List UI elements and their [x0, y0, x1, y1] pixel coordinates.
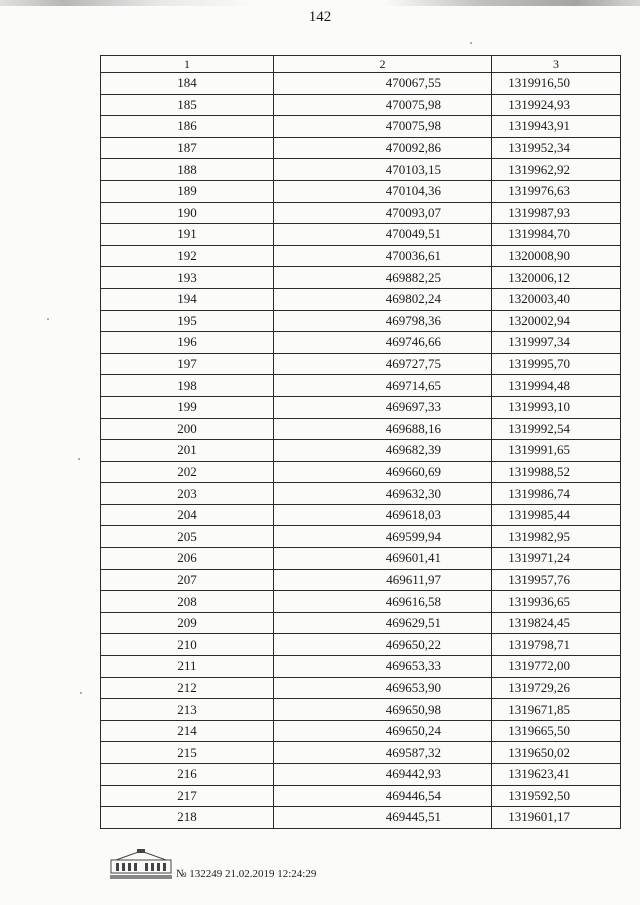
table-cell-col-1: 201 — [101, 440, 274, 462]
document-id: № 132249 21.02.2019 12:24:29 — [176, 868, 317, 880]
scan-speck — [47, 318, 49, 320]
table-cell-col-1: 208 — [101, 591, 274, 613]
table-cell-col-3: 1319997,34 — [492, 332, 621, 354]
table-cell-col-3: 1319601,17 — [492, 807, 621, 829]
table-cell-col-2: 470075,98 — [274, 116, 492, 138]
building-stamp-icon — [110, 848, 172, 874]
table-cell-col-2: 469629,51 — [274, 612, 492, 634]
table-cell-col-3: 1320006,12 — [492, 267, 621, 289]
table-cell-col-2: 469442,93 — [274, 764, 492, 786]
table-row — [101, 677, 621, 699]
table-cell-col-1: 187 — [101, 137, 274, 159]
table-cell-col-3: 1319957,76 — [492, 569, 621, 591]
table-cell-col-2: 470103,15 — [274, 159, 492, 181]
table-cell-col-1: 188 — [101, 159, 274, 181]
table-cell-col-2: 469714,65 — [274, 375, 492, 397]
table-cell-col-2: 469802,24 — [274, 288, 492, 310]
table-cell-col-1: 189 — [101, 180, 274, 202]
table-cell-col-2: 469882,25 — [274, 267, 492, 289]
table-row — [101, 807, 621, 829]
table-cell-col-1: 190 — [101, 202, 274, 224]
table-cell-col-1: 203 — [101, 483, 274, 505]
table-cell-col-3: 1319824,45 — [492, 612, 621, 634]
table-cell-col-2: 469618,03 — [274, 504, 492, 526]
table-cell-col-1: 202 — [101, 461, 274, 483]
table-row — [101, 396, 621, 418]
table-cell-col-1: 215 — [101, 742, 274, 764]
table-row — [101, 353, 621, 375]
table-cell-col-2: 470093,07 — [274, 202, 492, 224]
table-cell-col-3: 1319995,70 — [492, 353, 621, 375]
table-row — [101, 634, 621, 656]
table-cell-col-3: 1319650,02 — [492, 742, 621, 764]
table-row — [101, 116, 621, 138]
table-cell-col-3: 1319982,95 — [492, 526, 621, 548]
table-cell-col-1: 200 — [101, 418, 274, 440]
table-cell-col-2: 470092,86 — [274, 137, 492, 159]
table-row — [101, 569, 621, 591]
table-cell-col-3: 1319994,48 — [492, 375, 621, 397]
table-cell-col-3: 1319952,34 — [492, 137, 621, 159]
coordinates-table — [100, 55, 621, 829]
table-row — [101, 73, 621, 95]
table-row — [101, 461, 621, 483]
table-cell-col-3: 1319985,44 — [492, 504, 621, 526]
table-cell-col-1: 198 — [101, 375, 274, 397]
stamp-caption-bar — [110, 875, 172, 879]
table-cell-col-3: 1319671,85 — [492, 699, 621, 721]
table-cell-col-2: 469688,16 — [274, 418, 492, 440]
table-cell-col-1: 204 — [101, 504, 274, 526]
table-row — [101, 375, 621, 397]
table-body — [101, 73, 621, 829]
table-cell-col-2: 470036,61 — [274, 245, 492, 267]
header-col-1: 1 — [101, 56, 274, 73]
table-cell-col-2: 469632,30 — [274, 483, 492, 505]
table-row — [101, 720, 621, 742]
table-row — [101, 699, 621, 721]
table-cell-col-3: 1319772,00 — [492, 656, 621, 678]
table-cell-col-2: 469650,22 — [274, 634, 492, 656]
table-cell-col-3: 1319623,41 — [492, 764, 621, 786]
table-row — [101, 526, 621, 548]
table-cell-col-3: 1319976,63 — [492, 180, 621, 202]
scan-speck — [78, 458, 80, 460]
table-cell-col-2: 469611,97 — [274, 569, 492, 591]
table-cell-col-2: 470104,36 — [274, 180, 492, 202]
table-cell-col-3: 1319988,52 — [492, 461, 621, 483]
table-cell-col-3: 1319916,50 — [492, 73, 621, 95]
table-cell-col-1: 199 — [101, 396, 274, 418]
table-cell-col-3: 1319798,71 — [492, 634, 621, 656]
table-cell-col-1: 207 — [101, 569, 274, 591]
table-cell-col-2: 470067,55 — [274, 73, 492, 95]
table-row — [101, 180, 621, 202]
table-row — [101, 159, 621, 181]
table-cell-col-1: 196 — [101, 332, 274, 354]
table-row — [101, 785, 621, 807]
table-cell-col-1: 194 — [101, 288, 274, 310]
table-cell-col-1: 193 — [101, 267, 274, 289]
table-row — [101, 504, 621, 526]
header-col-3: 3 — [492, 56, 621, 73]
scan-speck — [470, 42, 472, 44]
table-cell-col-1: 214 — [101, 720, 274, 742]
table-cell-col-1: 205 — [101, 526, 274, 548]
table-cell-col-3: 1319991,65 — [492, 440, 621, 462]
table-cell-col-1: 192 — [101, 245, 274, 267]
table-row — [101, 137, 621, 159]
table-row — [101, 612, 621, 634]
table-row — [101, 483, 621, 505]
table-cell-col-3: 1319924,93 — [492, 94, 621, 116]
table-cell-col-2: 469727,75 — [274, 353, 492, 375]
table-cell-col-2: 469746,66 — [274, 332, 492, 354]
table-row — [101, 656, 621, 678]
table-cell-col-1: 191 — [101, 224, 274, 246]
document-footer — [110, 848, 530, 888]
table-row — [101, 742, 621, 764]
table-row — [101, 245, 621, 267]
table-cell-col-2: 469445,51 — [274, 807, 492, 829]
table-cell-col-2: 469660,69 — [274, 461, 492, 483]
page-number: 142 — [308, 9, 332, 25]
table-cell-col-1: 211 — [101, 656, 274, 678]
table-cell-col-3: 1319992,54 — [492, 418, 621, 440]
table-row — [101, 267, 621, 289]
table-row — [101, 548, 621, 570]
table-cell-col-2: 469446,54 — [274, 785, 492, 807]
table-cell-col-2: 469798,36 — [274, 310, 492, 332]
header-col-2: 2 — [274, 56, 492, 73]
table-header-row — [101, 56, 621, 73]
table-cell-col-2: 470049,51 — [274, 224, 492, 246]
table-cell-col-2: 469697,33 — [274, 396, 492, 418]
table-cell-col-1: 217 — [101, 785, 274, 807]
table-row — [101, 418, 621, 440]
table-cell-col-3: 1319962,92 — [492, 159, 621, 181]
table-row — [101, 764, 621, 786]
table-cell-col-2: 469587,32 — [274, 742, 492, 764]
table-row — [101, 332, 621, 354]
table-cell-col-3: 1319592,50 — [492, 785, 621, 807]
table-cell-col-3: 1320008,90 — [492, 245, 621, 267]
table-cell-col-3: 1319986,74 — [492, 483, 621, 505]
table-cell-col-2: 469650,98 — [274, 699, 492, 721]
table-cell-col-1: 213 — [101, 699, 274, 721]
table-cell-col-1: 185 — [101, 94, 274, 116]
scan-top-edge — [0, 0, 640, 6]
table-row — [101, 591, 621, 613]
table-cell-col-1: 216 — [101, 764, 274, 786]
table-row — [101, 94, 621, 116]
table-cell-col-1: 218 — [101, 807, 274, 829]
table-cell-col-1: 210 — [101, 634, 274, 656]
table-cell-col-3: 1319984,70 — [492, 224, 621, 246]
table-cell-col-2: 469682,39 — [274, 440, 492, 462]
table-cell-col-2: 469650,24 — [274, 720, 492, 742]
table-cell-col-3: 1319936,65 — [492, 591, 621, 613]
table-row — [101, 202, 621, 224]
table-cell-col-1: 184 — [101, 73, 274, 95]
table-cell-col-3: 1319993,10 — [492, 396, 621, 418]
table-cell-col-2: 469599,94 — [274, 526, 492, 548]
table-cell-col-3: 1319971,24 — [492, 548, 621, 570]
table-cell-col-1: 206 — [101, 548, 274, 570]
table-cell-col-2: 469601,41 — [274, 548, 492, 570]
table-cell-col-2: 470075,98 — [274, 94, 492, 116]
table-cell-col-1: 195 — [101, 310, 274, 332]
table-cell-col-3: 1320003,40 — [492, 288, 621, 310]
table-cell-col-1: 197 — [101, 353, 274, 375]
table-cell-col-3: 1319665,50 — [492, 720, 621, 742]
table-row — [101, 440, 621, 462]
table-cell-col-3: 1320002,94 — [492, 310, 621, 332]
table-cell-col-3: 1319729,26 — [492, 677, 621, 699]
table-cell-col-1: 212 — [101, 677, 274, 699]
table-cell-col-3: 1319987,93 — [492, 202, 621, 224]
table-row — [101, 224, 621, 246]
table-cell-col-3: 1319943,91 — [492, 116, 621, 138]
table-cell-col-1: 209 — [101, 612, 274, 634]
scan-speck — [80, 692, 82, 694]
table-row — [101, 288, 621, 310]
table-cell-col-1: 186 — [101, 116, 274, 138]
table-row — [101, 310, 621, 332]
table-cell-col-2: 469616,58 — [274, 591, 492, 613]
table-cell-col-2: 469653,90 — [274, 677, 492, 699]
table-cell-col-2: 469653,33 — [274, 656, 492, 678]
